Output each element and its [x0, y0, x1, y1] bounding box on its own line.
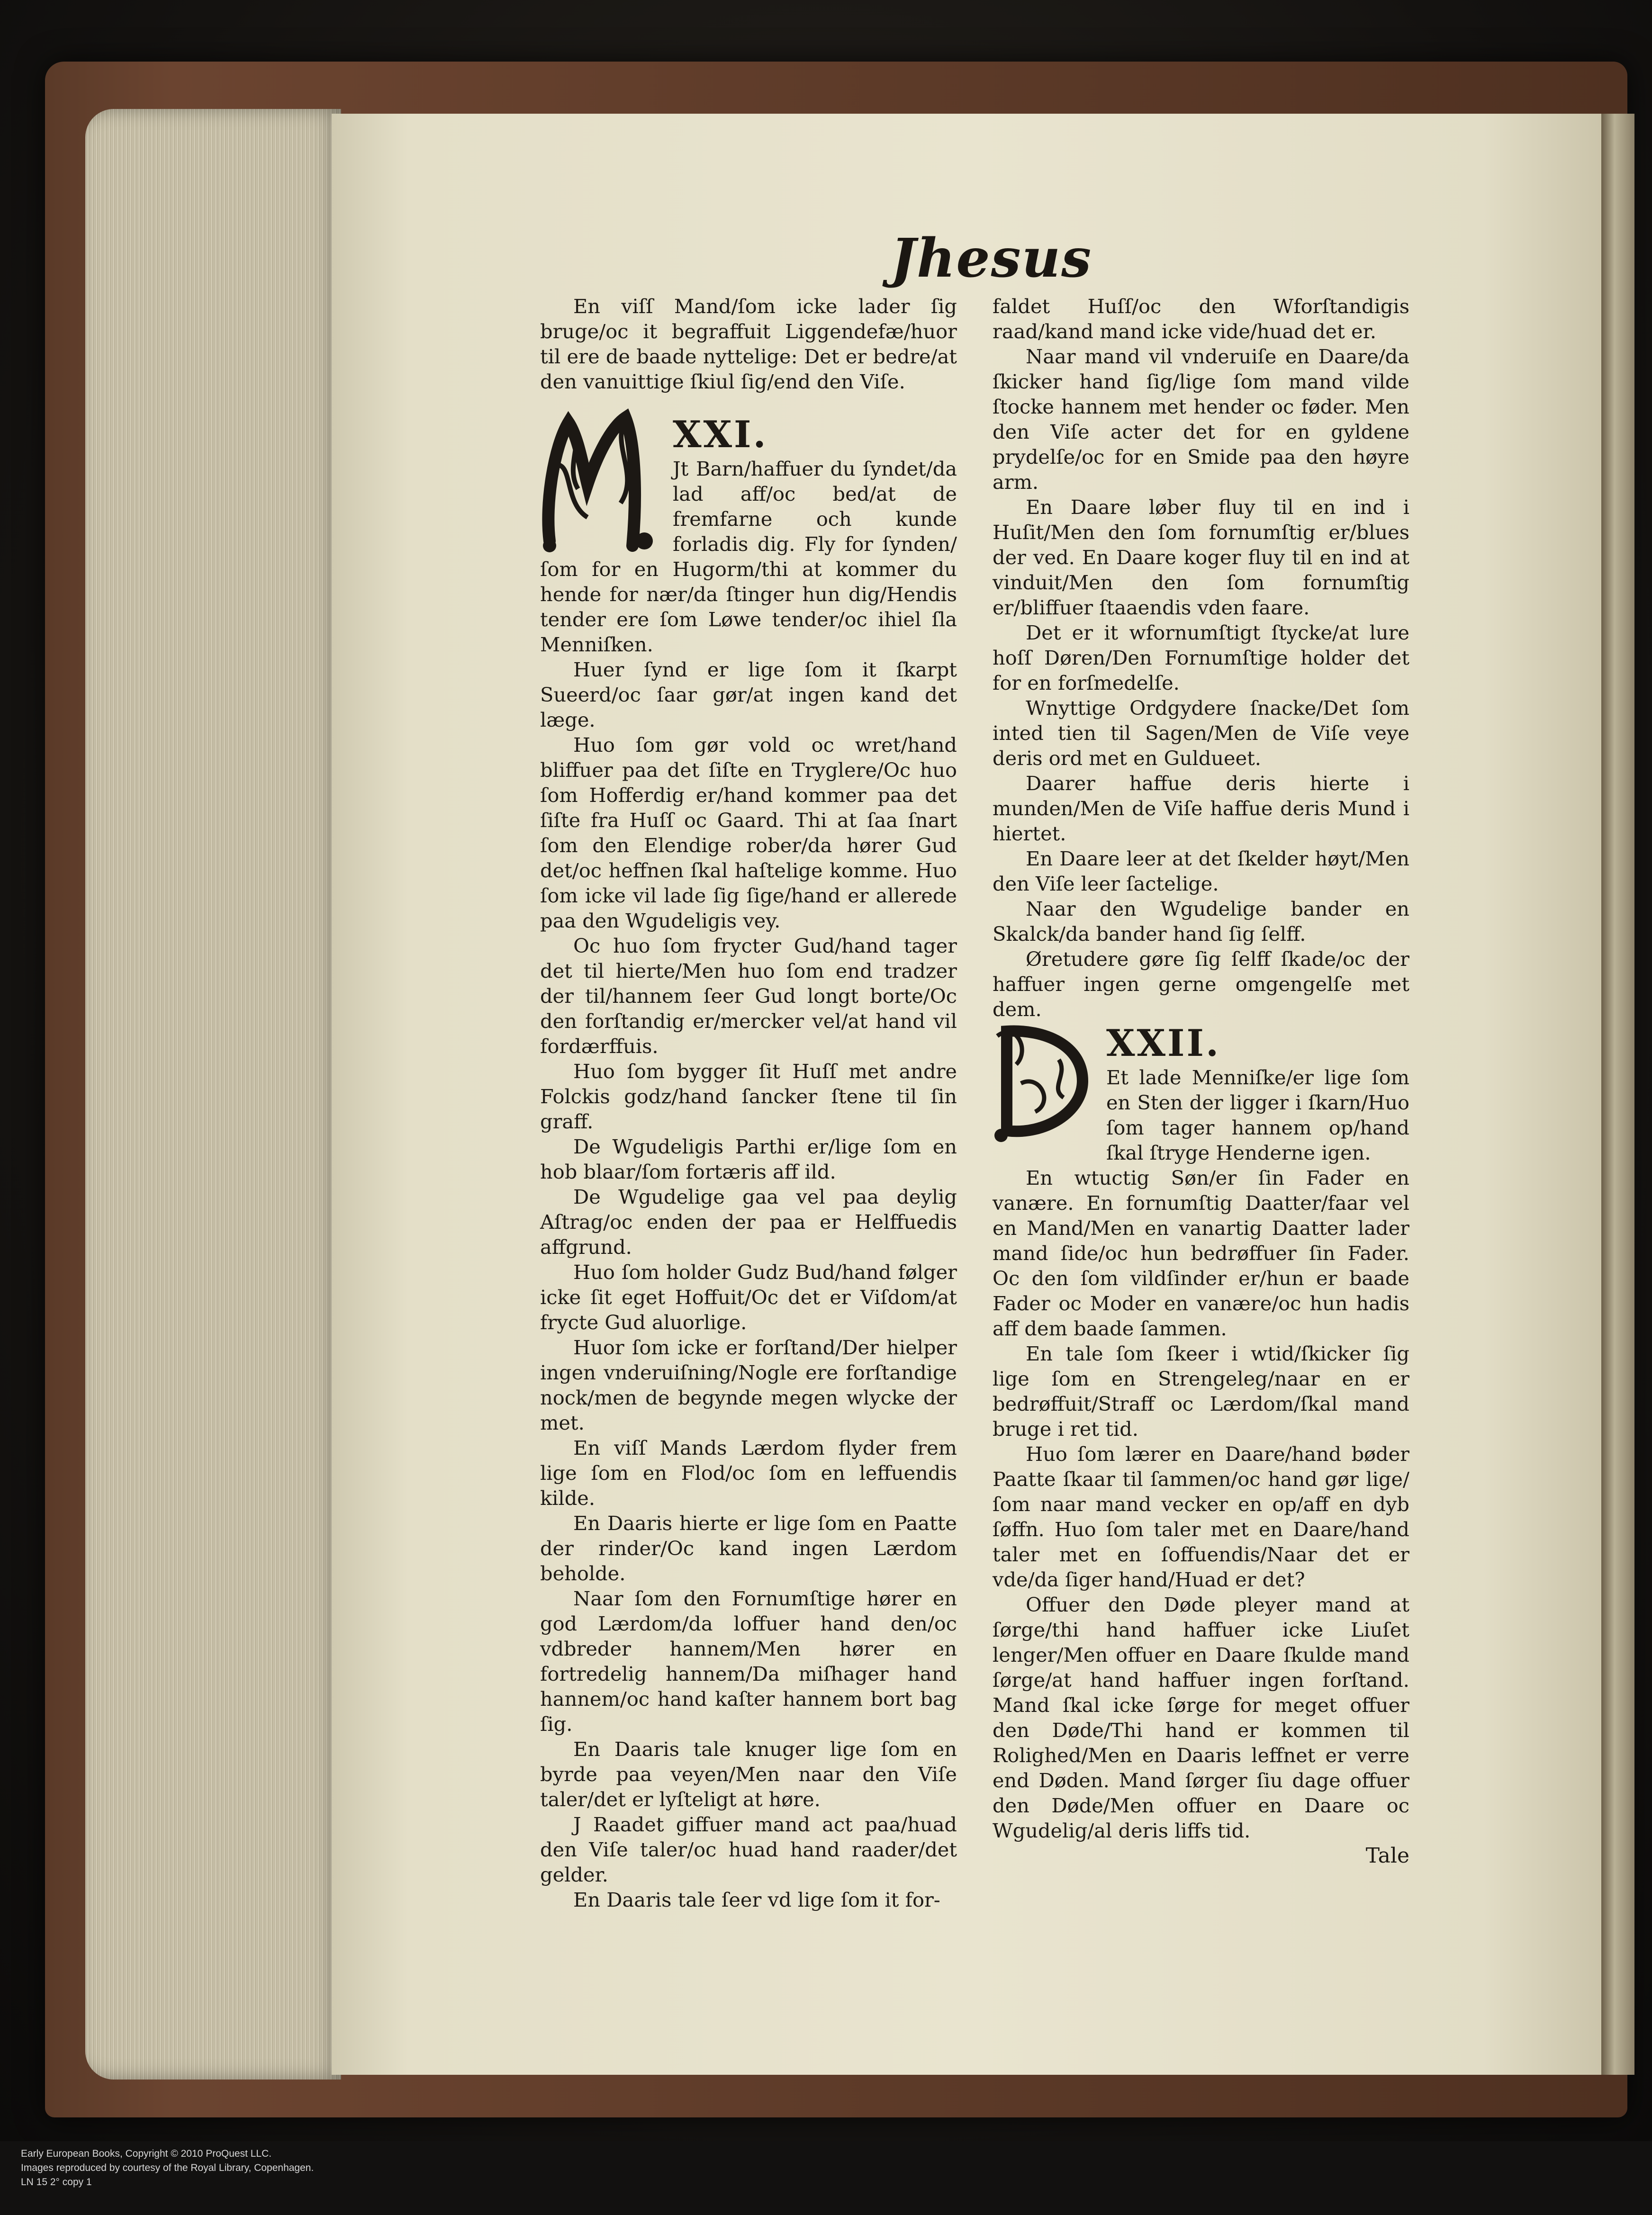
drop-cap-ornament	[988, 1017, 1097, 1145]
facing-page-edge	[1601, 114, 1634, 2075]
paragraph: faldet Huſſ/oc den Wforſtandigis raad/kand mand icke vide/huad det er.	[993, 295, 1409, 343]
left-text-column	[540, 294, 957, 1912]
paragraph: Naar den Wgudelige bander en Skalck/da bander hand ſig ſelff.	[993, 897, 1409, 945]
paragraph: En wtuctig Søn/er ſin Fader en vanære. En fornumſtig Daatter/faar vel en Mand/Men en vanartig Daatter lader mand ſide/oc hun bedrøffuer ſin Fader. Oc den ſom vildſinder er/hun er baade Fader oc Moder en vanære/oc hun hadis aff dem baade ſammen.	[993, 1166, 1409, 1340]
paragraph: Offuer den Døde pleyer mand at ſørge/thi hand haffuer icke Liuſet lenger/Men offuer en Daare ſkulde mand ſørge/at hand haffuer ingen forſtand. Mand ſkal icke ſørge for meget offuer den Døde/Thi hand er kommen til Rolighed/Men en Daaris leffnet er verre end Døden. Mand ſørger ſiu dage offuer den Døde/Men offuer en Daare oc Wgudelig/al deris liffs tid.	[993, 1593, 1409, 1842]
paragraph: Det er it wfornumſtigt ſtycke/at lure hoſſ Døren/Den Fornumſtige holder det for en forſmedelſe.	[993, 621, 1409, 694]
paragraph: J Raadet giffuer mand act paa/huad den Viſe taler/oc huad hand raader/det gelder.	[540, 1813, 957, 1886]
chapter-number: XXI.	[673, 413, 768, 456]
copyright-footer	[0, 2141, 1652, 2215]
footer-line: Early European Books, Copyright © 2010 ProQuest LLC.	[21, 2148, 272, 2159]
chapter-number: XXII.	[1106, 1022, 1221, 1065]
paragraph-text: Jt Barn/haffuer du ſyndet/da lad aff/oc bed/at de fremfarne och kunde forladis dig. Fly for ſynden/ſom for en Hugorm/thi at kommer du hende for nær/da ſtinger hun dig/Hendis tender ere ſom Løwe tender/oc ihiel ſla Menniſken.	[540, 457, 957, 656]
footer-line: Images reproduced by courtesy of the Royal Library, Copenhagen.	[21, 2162, 314, 2173]
paragraph: Daarer haffue deris hierte i munden/Men de Viſe haffue deris Mund i hiertet.	[993, 772, 1409, 845]
paragraph: Øretudere gøre ſig ſelff ſkade/oc der haffuer ingen gerne omgengelſe met dem.	[993, 947, 1409, 1021]
paragraph: En Daaris tale knuger lige ſom en byrde paa veyen/Men naar den Viſe taler/det er lyſteligt at høre.	[540, 1738, 957, 1811]
paragraph: De Wgudeligis Parthi er/lige ſom en hob blaar/ſom fortæris aff ild.	[540, 1135, 957, 1183]
paragraph: Huer ſynd er lige ſom it ſkarpt Sueerd/oc ſaar gør/at ingen kand det læge.	[540, 658, 957, 731]
chapter-xxii	[993, 1022, 1409, 1165]
ornate-initial-m-icon	[535, 408, 663, 555]
paragraph: De Wgudelige gaa vel paa deylig Aſtrag/oc enden der paa er Helffuedis affgrund.	[540, 1185, 957, 1259]
footer-line: LN 15 2° copy 1	[21, 2177, 92, 2188]
page-edges	[85, 109, 341, 2080]
paragraph: Huo ſom lærer en Daare/hand bøder Paatte ſkaar til ſammen/oc hand gør lige/ſom naar mand vecker en op/aff en dyb ſøffn. Huo ſom taler met en Daare/hand taler met en ſoffuendis/Naar det er vde/da ſiger hand/Huad er det?	[993, 1442, 1409, 1591]
paragraph: Wnyttige Ordgydere ſnacke/Det ſom inted tien til Sagen/Men de Viſe veye deris ord met en Guldueet.	[993, 696, 1409, 770]
paragraph: En Daaris tale ſeer vd lige ſom it for-	[573, 1888, 940, 1911]
paragraph: Oc huo ſom frycter Gud/hand tager det til hierte/Men huo ſom end tradzer der til/hannem ſeer Gud longt borte/Oc den forſtandig er/mercker vel/at hand vil fordærffuis.	[540, 934, 957, 1058]
paragraph: Huo ſom gør vold oc wret/hand bliffuer paa det ſiſte en Tryglere/Oc huo ſom Hofferdig er/hand kommer paa det ſiſte fra Huſſ oc Gaard. Thi at ſaa ſnart ſom den Elendige rober/da hører Gud det/oc heffnen ſkal haſtelige komme. Huo ſom icke vil lade ſig ſige/hand er allerede paa den Wgudeligis vey.	[540, 733, 957, 932]
paragraph-text: Et lade Menniſke/er lige ſom en Sten der ligger i ſkarn/Huo ſom tager hannem op/hand ſkal ſtryge Henderne igen.	[1106, 1066, 1409, 1164]
drop-cap-ornament	[535, 408, 663, 555]
paragraph: En viſſ Mands Lærdom flyder frem lige ſom en Flod/oc ſom en leffuendis kilde.	[540, 1436, 957, 1510]
paragraph: Huo ſom holder Gudz Bud/hand følger icke ſit eget Hoffuit/Oc det er Viſdom/at frycte Gud aluorlige.	[540, 1261, 957, 1334]
paragraph: En viſſ Mand/ſom icke lader ſig bruge/oc it begraffuit Liggendefæ/huor til ere de baade nyttelige: Det er bedre/at den vanuittige ſkiul ſig/end den Viſe.	[540, 295, 957, 393]
paragraph: En Daare løber fluy til en ind i Huſit/Men den ſom fornumſtig er/blues der ved. En Daare koger fluy til en ind at vinduit/Men den ſom fornumſtig er/bliffuer ſtaaendis vden faare.	[993, 495, 1409, 619]
running-head: Jhesus	[891, 227, 1092, 289]
paragraph: Naar ſom den Fornumſtige hører en god Lærdom/da loffuer hand den/oc vdbreder hannem/Men hører en fortredelig hannem/Da miſhager hand hannem/oc hand kaſter hannem bort bag ſig.	[540, 1587, 957, 1736]
chapter-xxi	[540, 413, 957, 657]
paragraph: Huo ſom bygger ſit Huſſ met andre Folckis godz/hand ſancker ſtene til ſin graff.	[540, 1060, 957, 1133]
paragraph: Naar mand vil vnderuiſe en Daare/da ſkicker hand ſig/lige ſom mand vilde ſtocke hannem met hender oc føder. Men den Viſe acter det for en gyldene prydelſe/oc for en Smide paa den høyre arm.	[993, 345, 1409, 494]
paragraph: En Daare leer at det ſkelder høyt/Men den Viſe leer ſactelige.	[993, 847, 1409, 895]
book-page	[332, 114, 1611, 2075]
paragraph: En Daaris hierte er lige ſom en Paatte der rinder/Oc kand ingen Lærdom beholde.	[540, 1512, 957, 1585]
right-text-column	[993, 294, 1409, 1868]
paragraph: En tale ſom ſkeer i wtid/ſkicker ſig lige ſom en Strengeleg/naar en er bedrøffuit/Straff oc Lærdom/ſkal mand bruge i ret tid.	[993, 1342, 1409, 1441]
paragraph: Huor ſom icke er forſtand/Der hielper ingen vnderuiſning/Nogle ere forſtandige nock/men de begynde megen wlycke der met.	[540, 1336, 957, 1434]
catchword: Tale	[1365, 1844, 1409, 1868]
ornate-initial-d-icon	[988, 1017, 1097, 1145]
